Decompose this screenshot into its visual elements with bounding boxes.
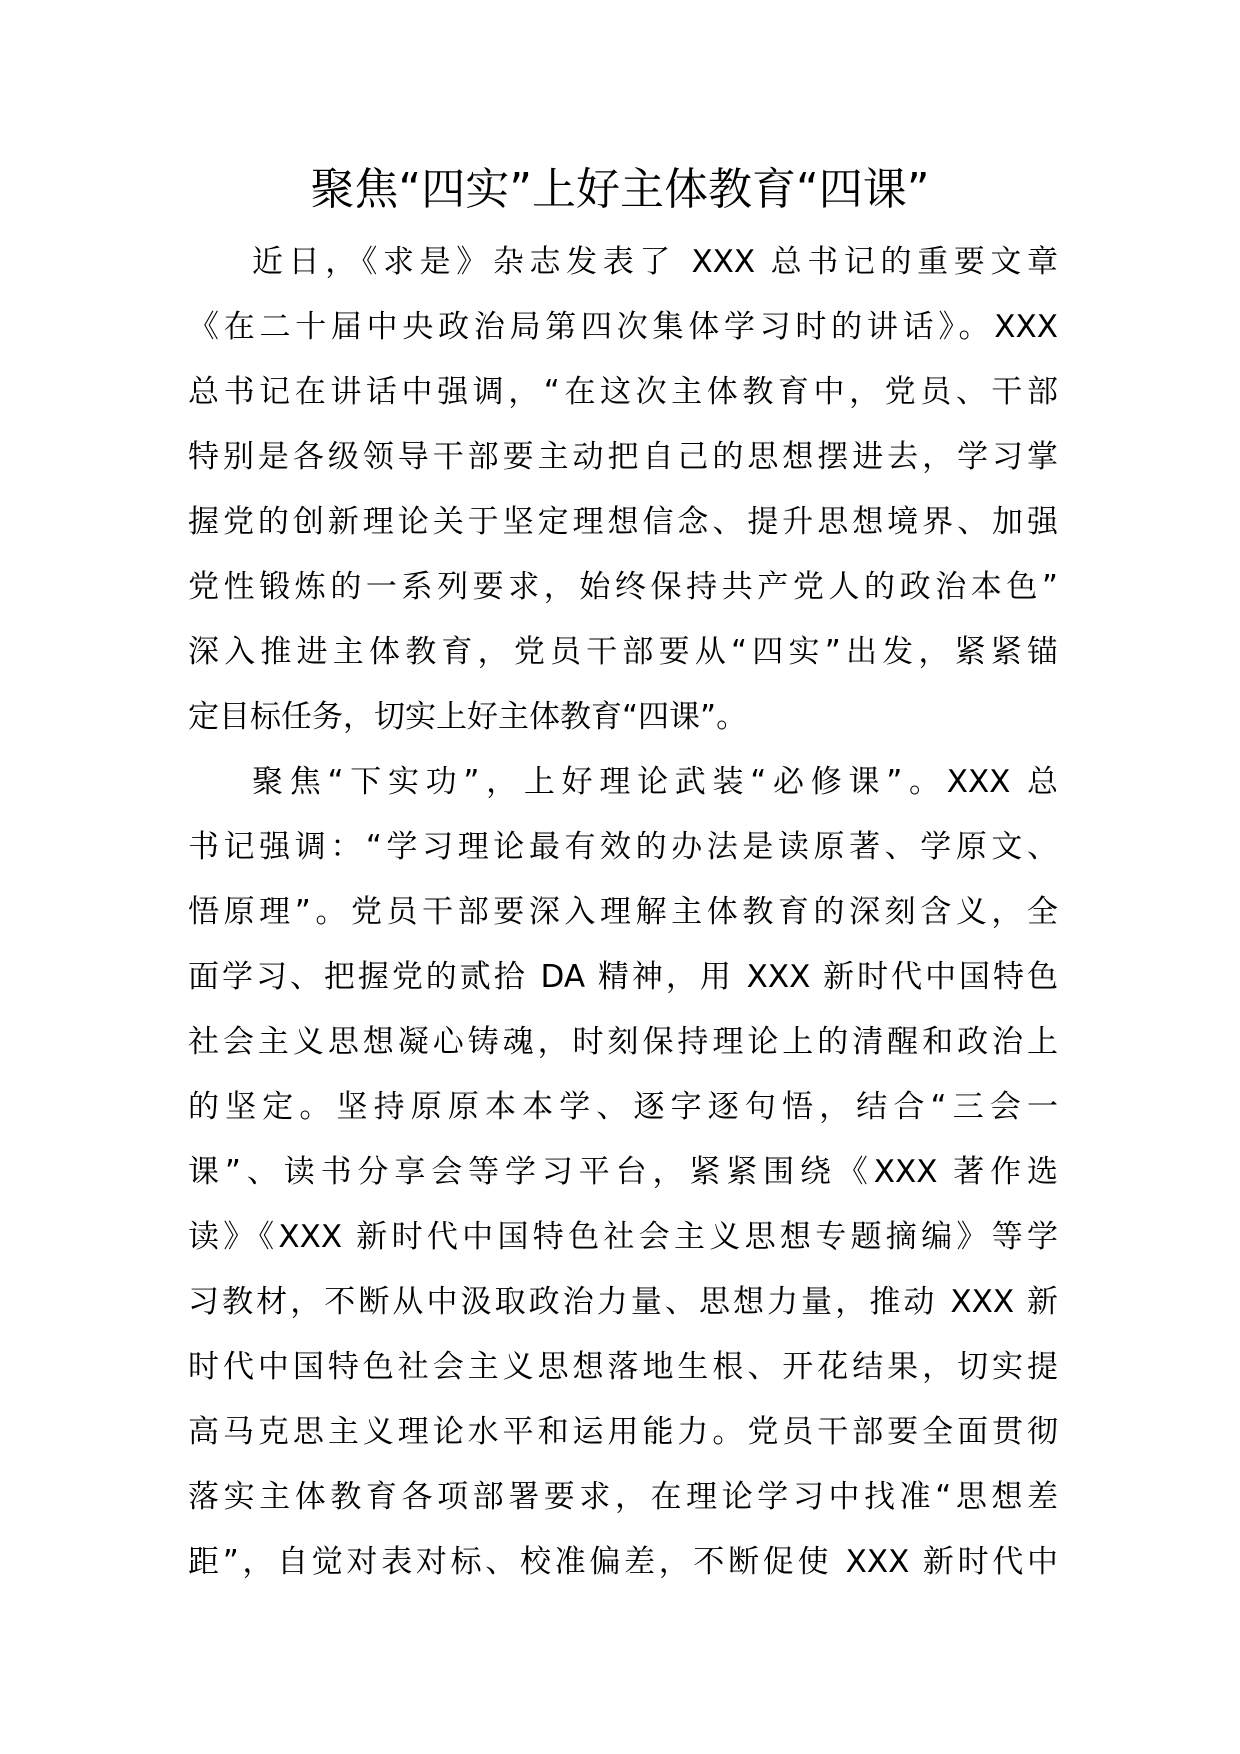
paragraph-line: 近日，《求是》杂志发表了 XXX 总书记的重要文章 [252, 244, 1058, 280]
paragraph-line: 握党的创新理论关于坚定理想信念、提升思想境界、加强 [188, 504, 1058, 540]
paragraph-line: 时代中国特色社会主义思想落地生根、开花结果，切实提 [188, 1349, 1058, 1385]
paragraph-line: 距”，自觉对表对标、校准偏差，不断促使 XXX 新时代中 [188, 1544, 1058, 1580]
paragraph-line: 深入推进主体教育，党员干部要从“四实”出发，紧紧锚 [188, 634, 1058, 670]
document-body [188, 230, 1058, 1595]
paragraph-line: 面学习、把握党的贰拾 DA 精神，用 XXX 新时代中国特色 [188, 959, 1058, 995]
paragraph-line: 落实主体教育各项部署要求，在理论学习中找准“思想差 [188, 1479, 1058, 1515]
paragraph-line: 课”、读书分享会等学习平台，紧紧围绕《XXX 著作选 [188, 1154, 1058, 1190]
paragraph-line: 书记强调：“学习理论最有效的办法是读原著、学原文、 [188, 829, 1058, 865]
paragraph-line: 的坚定。坚持原原本本学、逐字逐句悟，结合“三会一 [188, 1089, 1058, 1125]
paragraph-line: 聚焦“下实功”，上好理论武装“必修课”。XXX 总 [252, 764, 1058, 800]
paragraph-line: 党性锻炼的一系列要求，始终保持共产党人的政治本色” [188, 569, 1058, 605]
document-title: 聚焦“四实”上好主体教育“四课” [310, 164, 930, 215]
paragraph-line: 《在二十届中央政治局第四次集体学习时的讲话》。XXX [188, 309, 1058, 345]
paragraph-line: 特别是各级领导干部要主动把自己的思想摆进去，学习掌 [188, 439, 1058, 475]
paragraph-line: 总书记在讲话中强调，“在这次主体教育中，党员、干部 [188, 374, 1058, 410]
paragraph-line: 社会主义思想凝心铸魂，时刻保持理论上的清醒和政治上 [188, 1024, 1058, 1060]
paragraph-line: 高马克思主义理论水平和运用能力。党员干部要全面贯彻 [188, 1414, 1058, 1450]
paragraph-line: 定目标任务，切实上好主体教育“四课”。 [188, 699, 748, 735]
paragraph-line: 悟原理”。党员干部要深入理解主体教育的深刻含义，全 [188, 894, 1058, 930]
paragraph-line: 习教材，不断从中汲取政治力量、思想力量，推动 XXX 新 [188, 1284, 1058, 1320]
paragraph-line: 读》《XXX 新时代中国特色社会主义思想专题摘编》等学 [188, 1219, 1058, 1255]
